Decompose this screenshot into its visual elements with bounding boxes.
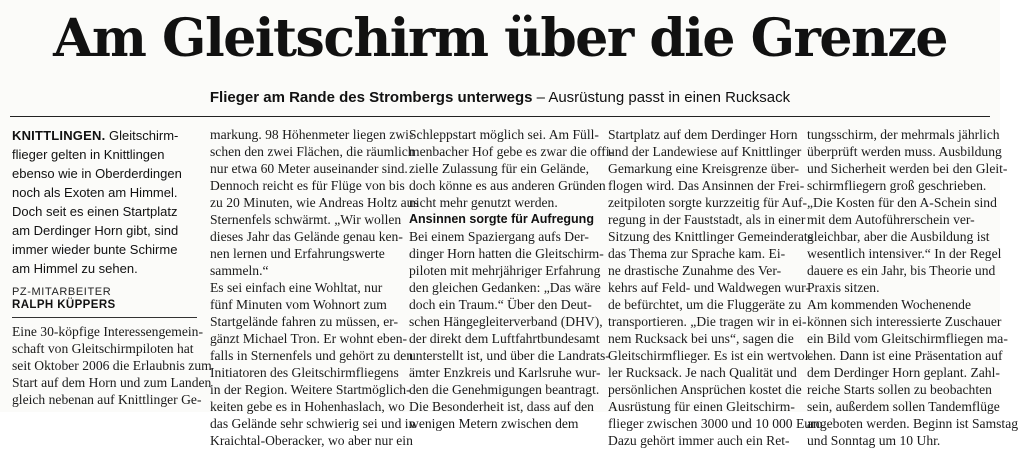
body-line: reiche Starts sollen zu beobachten (807, 382, 992, 397)
body-line: dinger Horn hatten die Gleitschirm- (409, 246, 604, 261)
byline-rule (12, 317, 197, 318)
body-line: sein, außerdem sollen Tandemflüge (807, 399, 1000, 414)
body-line: falls in Sternenfels und gehört zu den (210, 348, 414, 363)
body-line: in der Region. Weitere Startmöglich- (210, 382, 411, 397)
body-line: ämter Enzkreis und Karlsruhe wur- (409, 365, 601, 380)
lead-line: ebenso wie in Oberderdingen (12, 166, 182, 181)
lead-line: immer wieder bunte Schirme (12, 242, 178, 257)
body-line: und Sonntag um 10 Uhr. (807, 433, 941, 448)
body-line: regung in der Fauststadt, als in einer (608, 212, 806, 227)
subheadline-bold: Flieger am Rande des Strombergs unterwegs (209, 89, 533, 106)
body-line: schirmfliegern groß geschrieben. (807, 178, 987, 193)
header-rule (10, 116, 990, 117)
body-line: „Die Kosten für den A-Schein sind (807, 195, 997, 210)
body-line: Es sei einfach eine Wohltat, nur (210, 280, 383, 295)
lead-line: am Derdinger Horn gibt, sind (12, 223, 179, 238)
body-line: ler Rucksack. Je nach Qualität und (608, 365, 797, 380)
body-line: Schleppstart möglich sei. Am Füll- (409, 127, 599, 142)
byline-name: RALPH KÜPPERS (12, 299, 116, 311)
byline-role: PZ-MITARBEITER (12, 286, 112, 298)
body-line: Startplatz auf dem Derdinger Horn (608, 127, 798, 142)
body-line: gleichbar, aber die Ausbildung ist (807, 229, 990, 244)
body-line: Start auf dem Horn und zum Landen (12, 375, 212, 390)
body-line: Ausrüstung für einen Gleitschirm- (608, 399, 795, 414)
body-line: den gleichen Gedanken: „Das wäre (409, 280, 601, 295)
lead-line: noch als Exoten am Himmel. (12, 185, 178, 200)
body-line: ne drastische Zunahme des Ver- (608, 263, 782, 278)
body-line: transportieren. „Die tragen wir in ei- (608, 314, 807, 329)
headline: Am Gleitschirm über die Grenze (53, 8, 947, 69)
column-4 (608, 122, 826, 448)
body-line: unterstellt ist, und über die Landrats- (409, 348, 610, 363)
body-line: den die Genehmigungen beantragt. (409, 382, 600, 397)
subheadline-rest: – Ausrüstung passt in einen Rucksack (532, 89, 791, 106)
lead-line (12, 126, 178, 145)
body-line: dieses Jahr das Gelände genau ken- (210, 229, 403, 244)
body-line: Dennoch reicht es für Flüge von bis (210, 178, 405, 193)
body-line: das Thema zur Sprache kam. Ei- (608, 246, 786, 261)
body-line: mit dem Autoführerschein ver- (807, 212, 975, 227)
body-line: tungsschirm, der mehrmals jährlich (807, 127, 1000, 142)
body-line: nur etwa 60 Meter auseinander sind. (210, 161, 408, 176)
body-line: schaft von Gleitschirmpiloten hat (12, 341, 194, 356)
body-line: Dazu gehört immer auch ein Ret- (608, 433, 790, 448)
body-line: nen lernen und Erfahrungswerte (210, 246, 385, 261)
body-line: können sich interessierte Zuschauer (807, 314, 1002, 329)
body-line: das Gelände sehr schwierig sei und in (210, 416, 416, 431)
body-line: Eine 30-köpfige Interessengemein- (12, 324, 203, 339)
body-line: und Sicherheit werden bei den Gleit- (807, 161, 1008, 176)
body-line: chen. Dann ist eine Präsentation auf (807, 348, 1003, 363)
body-line: zielle Zulassung für ein Gelände, (409, 161, 590, 176)
body-line: seit Oktober 2006 die Erlaubnis zum (12, 358, 212, 373)
body-line: doch könne es aus anderen Gründen (409, 178, 606, 193)
body-line: schen Hängegleiterverband (DHV), (409, 314, 603, 329)
body-line: Startgelände fahren zu müssen, er- (210, 314, 399, 329)
body-line: gleich nebenan auf Knittlinger Ge- (12, 392, 202, 407)
body-line: Bei einem Spaziergang aufs Der- (409, 229, 589, 244)
body-line: markung. 98 Höhenmeter liegen zwi- (210, 127, 414, 142)
body-line: Gleitschirmflieger. Es ist ein wertvol- (608, 348, 813, 363)
body-line: Sternenfels schwärmt. „Wir wollen (210, 212, 402, 227)
lead-line: flieger gelten in Knittlingen (12, 147, 165, 162)
column-2 (210, 122, 419, 448)
body-line: Initiatoren des Gleitschirmfliegens (210, 365, 399, 380)
column-3 (409, 122, 615, 431)
body-line: überprüft werden muss. Ausbildung (807, 144, 1002, 159)
body-line: keiten gebe es in Hohenhaslach, wo (210, 399, 405, 414)
body-line: angeboten werden. Beginn ist Samstag (807, 416, 1018, 431)
body-line: dem Derdinger Horn geplant. Zahl- (807, 365, 1000, 380)
body-line: zeitpiloten sorgte kurzzeitig für Auf- (608, 195, 808, 210)
column-5 (807, 122, 1018, 448)
body-line: Gemarkung eine Kreisgrenze über- (608, 161, 800, 176)
body-line: nicht mehr genutzt werden. (409, 195, 558, 210)
body-line: zu 20 Minuten, wie Andreas Holtz aus (210, 195, 419, 210)
body-line: de befürchtet, um die Fluggeräte zu (608, 297, 802, 312)
body-line: flogen wird. Das Ansinnen der Frei- (608, 178, 805, 193)
body-line: wenigen Metern zwischen dem (409, 416, 579, 431)
body-line: nem Rucksack bei uns“, sagen die (608, 331, 794, 346)
lead-line-text: Gleitschirm- (105, 128, 179, 143)
body-line: schen den zwei Flächen, die räumlich (210, 144, 415, 159)
body-line: fünf Minuten vom Wohnort zum (210, 297, 387, 312)
body-line: sammeln.“ (210, 263, 269, 278)
body-line: kehrs auf Feld- und Waldwegen wur- (608, 280, 810, 295)
body-line: persönlichen Ansprüchen kostet die (608, 382, 802, 397)
body-line: Praxis sitzen. (807, 280, 880, 295)
lead-line: Doch seit es einen Startplatz (12, 204, 178, 219)
body-line: der direkt dem Luftfahrtbundesamt (409, 331, 600, 346)
body-line: und der Landewiese auf Knittlinger (608, 144, 802, 159)
body-line: flieger zwischen 3000 und 10 000 Euro. (608, 416, 826, 431)
body-line: wesentlich intensiver.“ In der Regel (807, 246, 1002, 261)
body-line: Sitzung des Knittlinger Gemeinderats (608, 229, 813, 244)
body-line: gänzt Michael Tron. Er wohnt eben- (210, 331, 408, 346)
lead-line: am Himmel zu sehen. (12, 261, 138, 276)
body-line: dauere es ein Jahr, bis Theorie und (807, 263, 996, 278)
body-line: Am kommenden Wochenende (807, 297, 972, 312)
body-line: doch ein Traum.“ Über den Deut- (409, 297, 592, 312)
body-line: ein Bild vom Gleitschirmfliegen ma- (807, 331, 1008, 346)
section-heading: Ansinnen sorgte für Aufregung (409, 212, 594, 226)
body-line: menbacher Hof gebe es zwar die offi- (409, 144, 615, 159)
body-line: piloten mit mehrjähriger Erfahrung (409, 263, 601, 278)
subheadline (0, 88, 1000, 108)
body-line: Kraichtal-Oberacker, wo aber nur ein (210, 433, 413, 448)
lead-place: KNITTLINGEN. (12, 128, 106, 143)
column-1 (12, 122, 212, 410)
body-line: Die Besonderheit ist, dass auf den (409, 399, 594, 414)
